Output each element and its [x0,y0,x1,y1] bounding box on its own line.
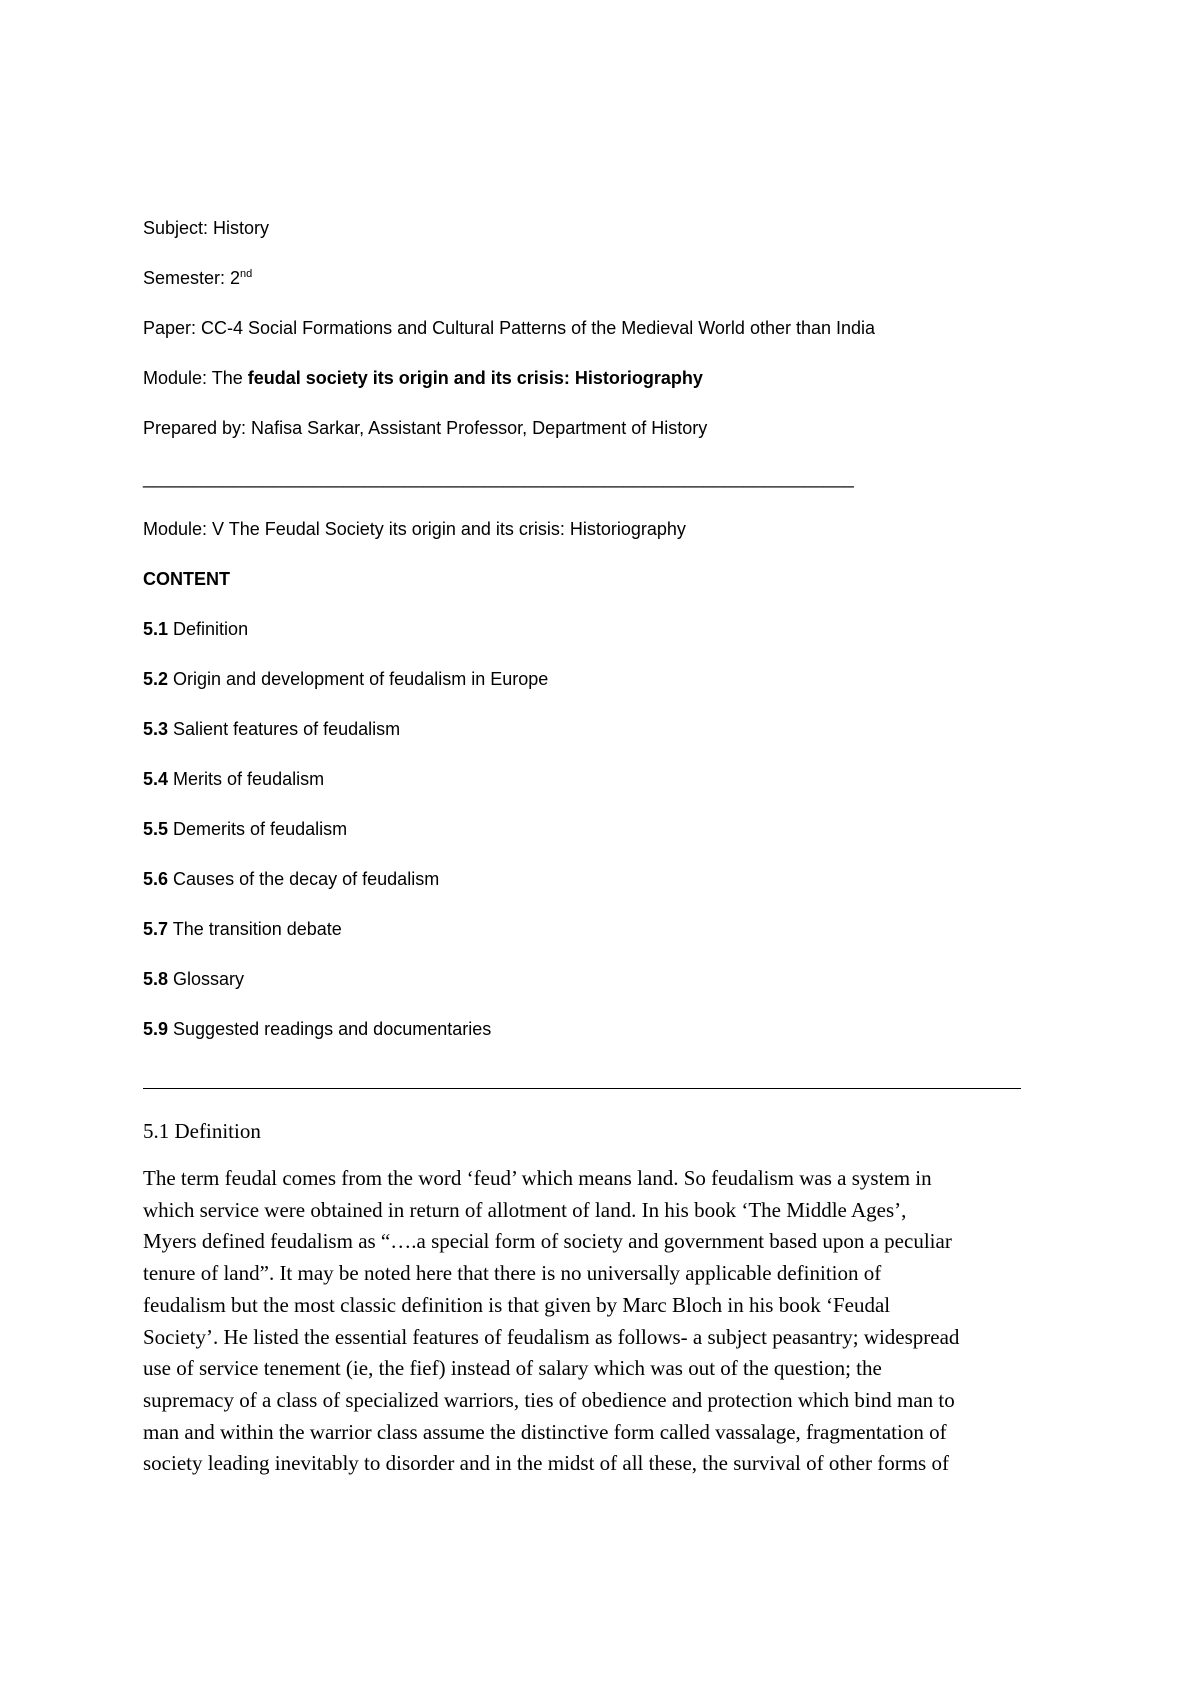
paragraph-line: tenure of land”. It may be noted here that there is no universally applicable definition of [143,1261,882,1286]
paragraph-line: which service were obtained in return of allotment of land. In his book ‘The Middle Ages’, [143,1197,907,1222]
subject-value: History [213,218,270,238]
content-heading-text: CONTENT [143,569,230,589]
toc-item-number: 5.8 [143,969,169,989]
semester-ordinal-suffix: nd [240,268,253,280]
module-title: Module: V The Feudal Society its origin and its crisis: Historiography [143,519,686,539]
toc-item [143,968,244,990]
toc-item [143,918,342,940]
toc-item-title: Suggested readings and documentaries [168,1019,492,1039]
definition-paragraph [143,1163,1073,1480]
toc-item [143,668,548,690]
paragraph-line: Myers defined feudalism as “….a special form of society and government based upon a peculiar [143,1229,952,1254]
semester-number: 2 [230,268,241,288]
toc-item-title: Causes of the decay of feudalism [168,869,440,889]
prepared-by-line: Prepared by: Nafisa Sarkar, Assistant Professor, Department of History [143,418,708,438]
separator-rule-top: _______________________________________________________________________ [143,468,854,488]
toc-item-title: The transition debate [168,919,342,939]
paragraph-line: The term feudal comes from the word ‘feud’ which means land. So feudalism was a system in [143,1166,932,1190]
toc-item-number: 5.9 [143,1019,169,1039]
paragraph-line: supremacy of a class of specialized warriors, ties of obedience and protection which bind man to [143,1387,955,1412]
toc-item-title: Demerits of feudalism [168,819,348,839]
toc-item-number: 5.1 [143,619,169,639]
toc-item [143,618,248,640]
paragraph-line: man and within the warrior class assume the distinctive form called vassalage, fragmentation of [143,1419,947,1444]
toc-item-title: Origin and development of feudalism in Europe [168,669,549,689]
toc-item [143,1018,491,1040]
paper-line: Paper: CC-4 Social Formations and Cultural Patterns of the Medieval World other than India [143,318,876,338]
module-title-bold: feudal society its origin and its crisis: Historiography [247,368,703,388]
paragraph-line: use of service tenement (ie, the fief) instead of salary which was out of the question; the [143,1356,882,1381]
toc-item [143,818,347,840]
module-label: Module: The [143,368,248,388]
toc-item-number: 5.4 [143,769,169,789]
subject-line [143,217,269,239]
paragraph-line: society leading inevitably to disorder and in the midst of all these, the survival of other forms of [143,1451,949,1476]
toc-item [143,718,400,740]
toc-item-number: 5.6 [143,869,169,889]
toc-item-number: 5.5 [143,819,169,839]
subject-label: Subject: [143,218,214,238]
content-heading [143,568,230,590]
paragraph-line: Society’. He listed the essential features of feudalism as follows- a subject peasantry; widespread [143,1324,960,1349]
toc-item-title: Salient features of feudalism [168,719,401,739]
toc-item-title: Merits of feudalism [168,769,325,789]
module-line [143,367,703,389]
toc-item-title: Definition [168,619,249,639]
toc-item [143,868,439,890]
toc-item [143,768,324,790]
toc-item-title: Glossary [168,969,245,989]
section-heading: 5.1 Definition [143,1119,261,1143]
semester-line [143,267,252,289]
separator-rule-bottom [143,1088,1021,1089]
toc-item-number: 5.2 [143,669,169,689]
paragraph-line: feudalism but the most classic definition is that given by Marc Bloch in his book ‘Feudal [143,1292,891,1317]
toc-item-number: 5.3 [143,719,169,739]
semester-label: Semester: [143,268,231,288]
toc-item-number: 5.7 [143,919,169,939]
